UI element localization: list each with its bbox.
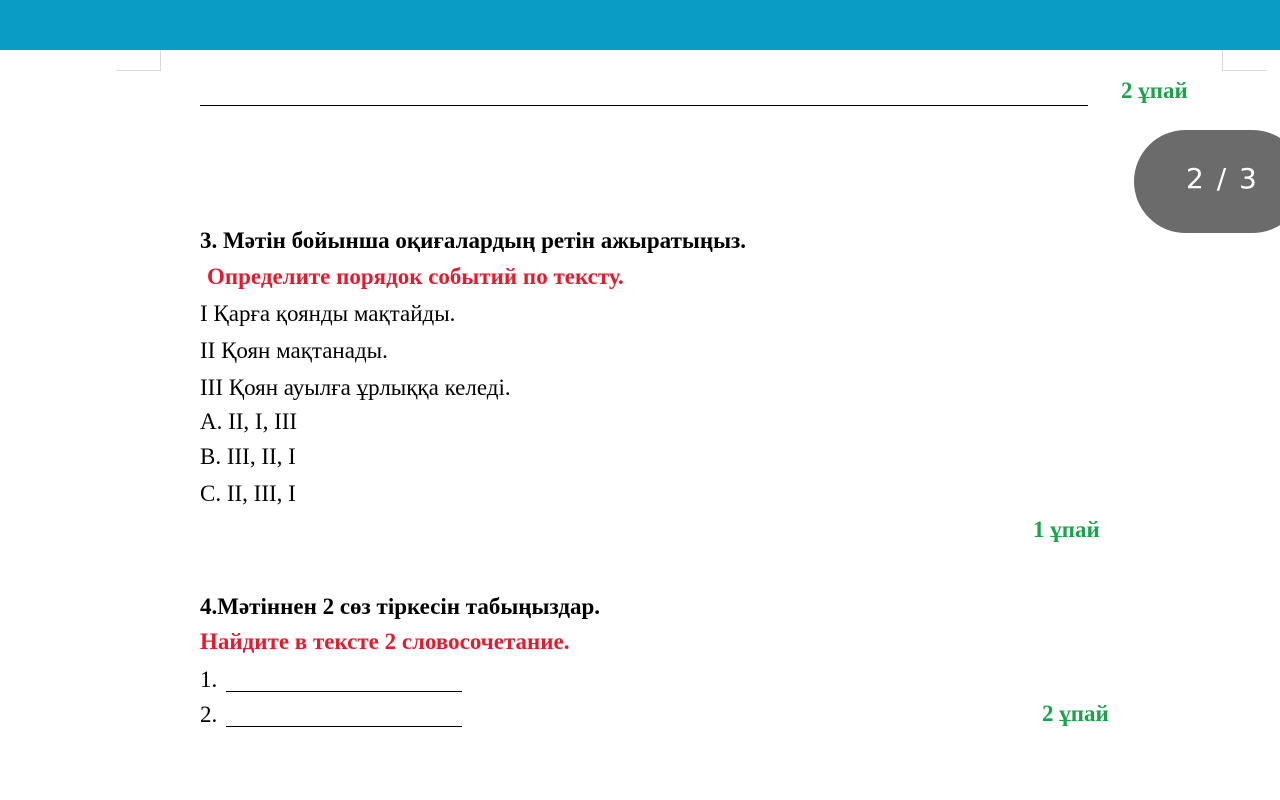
question4-title-ru: Найдите в тексте 2 словосочетание. (200, 629, 570, 654)
question3-option-c: C. II, III, I (200, 481, 296, 506)
question4-points: 2 ұпай (1042, 701, 1109, 726)
question4-answer-1-line[interactable] (226, 691, 462, 692)
question4-answer-2-line[interactable] (226, 726, 462, 727)
page-corner-mark-right (1222, 50, 1267, 71)
document-page (0, 50, 1280, 800)
question3-points: 1 ұпай (1033, 517, 1100, 542)
question3-statement-3: III Қоян ауылға ұрлыққа келеді. (200, 375, 511, 400)
question3-option-a: A. II, I, III (200, 409, 298, 434)
question3-statement-2: II Қоян мақтанады. (200, 338, 388, 363)
points-label-top: 2 ұпай (1121, 78, 1188, 103)
answer-line-top (200, 105, 1088, 106)
page-indicator-badge (1134, 130, 1280, 233)
top-toolbar (0, 0, 1280, 50)
question3-option-b: B. III, II, I (200, 444, 296, 469)
question3-title-ru: Определите порядок событий по тексту. (207, 264, 624, 289)
question3-statement-1: I Қарға қоянды мақтайды. (200, 301, 456, 326)
question4-answer-1-label: 1. (200, 667, 218, 692)
question4-title-kz: 4.Мәтіннен 2 сөз тіркесін табыңыздар. (200, 594, 601, 619)
page-corner-mark-left (116, 50, 161, 71)
question4-answer-2-label: 2. (200, 702, 218, 727)
page-indicator-text: 2 / 3 (1186, 162, 1259, 195)
question3-title-kz: 3. Мәтін бойынша оқиғалардың ретін ажыратыңыз. (200, 228, 747, 253)
